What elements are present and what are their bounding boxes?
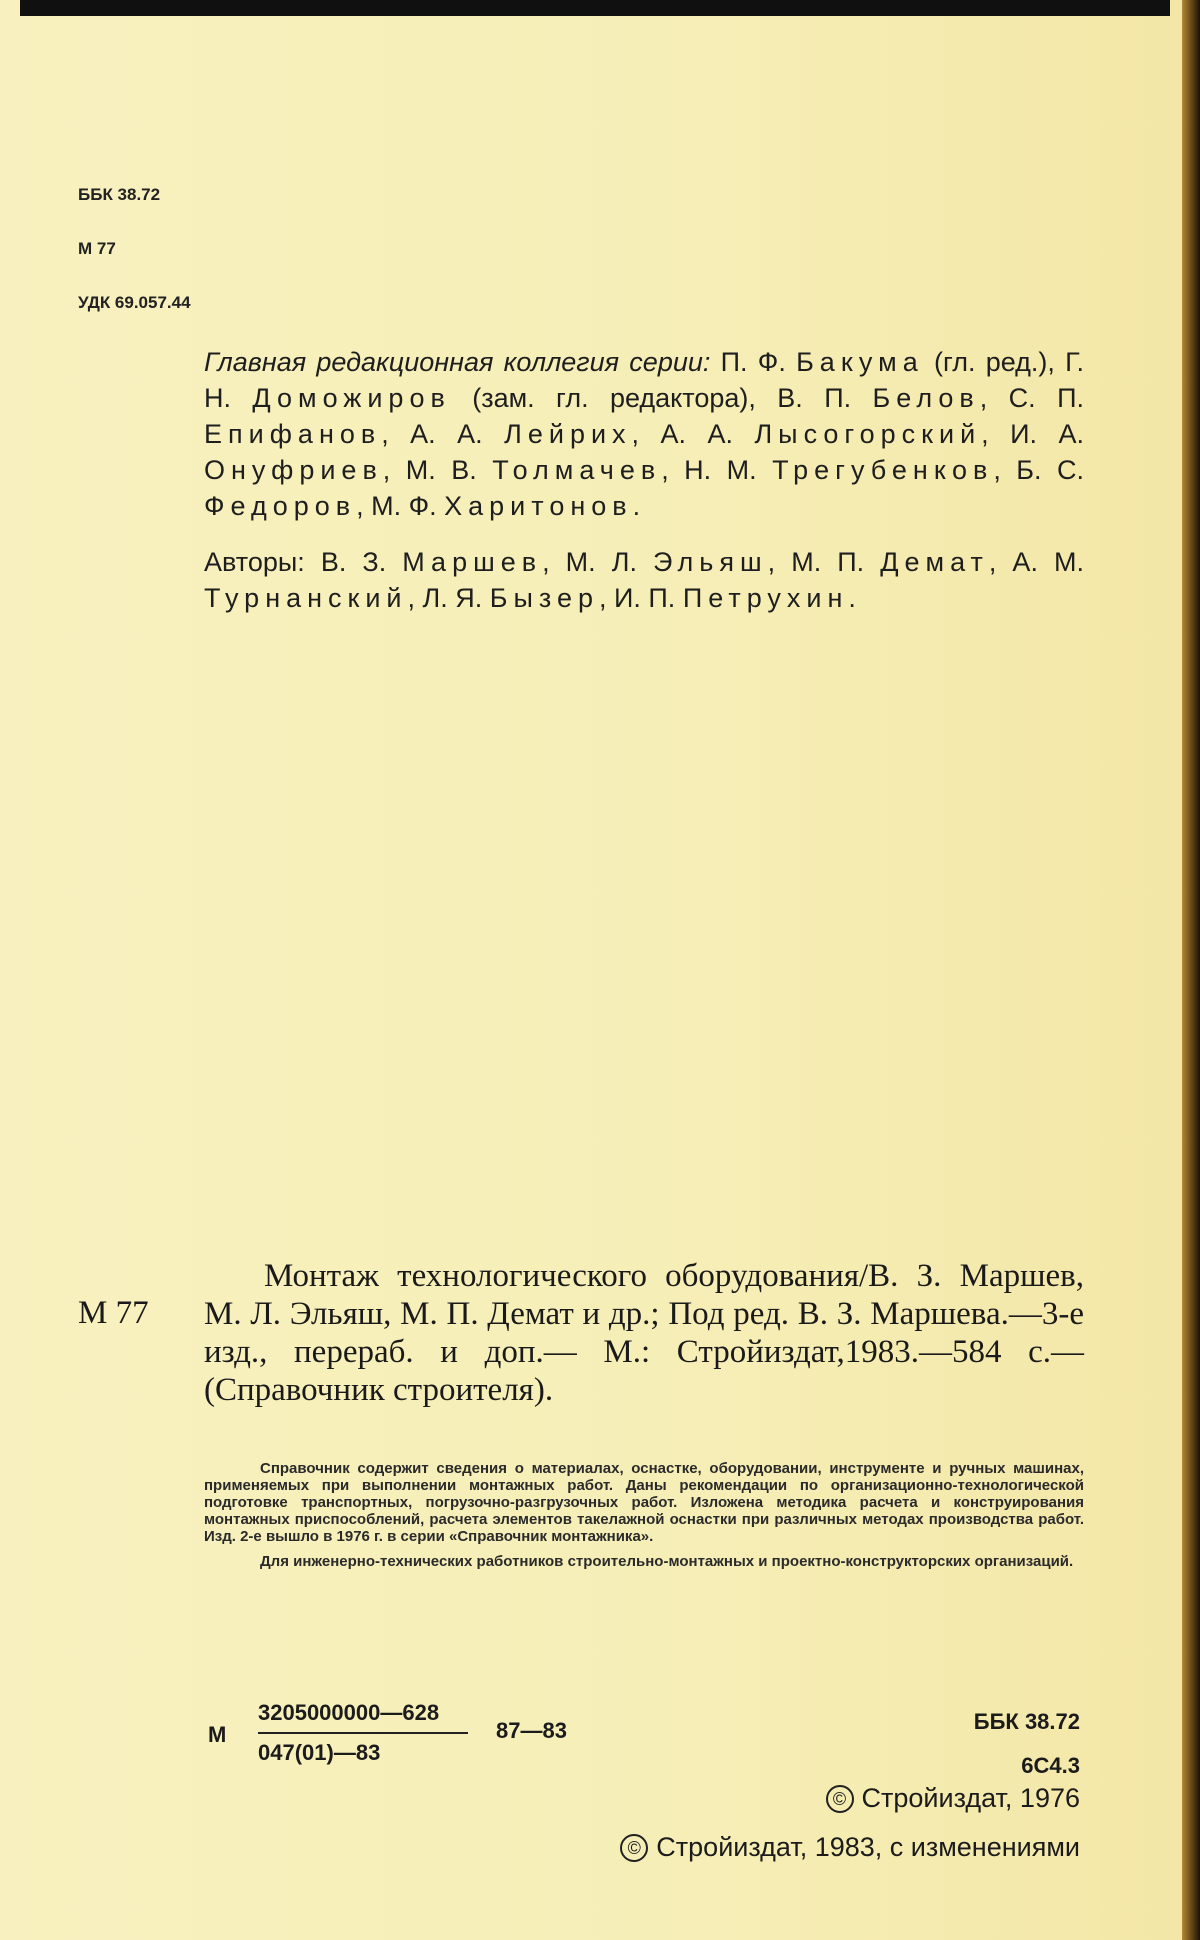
copyright-icon: © bbox=[620, 1834, 648, 1862]
board-text: , Н. М. bbox=[661, 455, 773, 485]
copyright-line-1 bbox=[826, 1783, 1080, 1814]
author-name: Демат bbox=[880, 547, 989, 577]
board-member: Харитонов bbox=[444, 491, 633, 521]
board-text: , И. А. bbox=[981, 419, 1085, 449]
scan-right-edge bbox=[1182, 0, 1200, 1940]
author-mark-code: М 77 bbox=[78, 239, 116, 258]
board-member: Епифанов bbox=[204, 419, 382, 449]
index-numerator: 3205000000—628 bbox=[258, 1700, 440, 1725]
author-name: Петрухин bbox=[682, 583, 849, 613]
author-name: Эльяш bbox=[653, 547, 768, 577]
board-member: Бакума bbox=[796, 347, 924, 377]
bibliographic-description: Монтаж технологического оборудования/В. З. Маршев, М. Л. Эльяш, М. П. Демат и др.; Под ред. В. З. Маршева.—3-е изд., перераб. и доп.— М.: Стройиздат,1983.—584 с.—(Справочник строителя). bbox=[204, 1258, 1084, 1408]
annotation bbox=[204, 1460, 1084, 1570]
board-member: Белов bbox=[872, 383, 980, 413]
index-fraction bbox=[258, 1700, 478, 1770]
board-text: , А. А. bbox=[631, 419, 755, 449]
index-denominator: 047(01)—83 bbox=[258, 1740, 381, 1765]
fraction-line bbox=[258, 1732, 468, 1734]
board-text: , М. В. bbox=[382, 455, 493, 485]
board-member: Лейрих bbox=[504, 419, 632, 449]
author-initials: , М. Л. bbox=[542, 547, 654, 577]
board-text: (гл. ред.), Г. Н. bbox=[204, 347, 1084, 413]
author-initials: , Л. Я. bbox=[407, 583, 490, 613]
author-name: Турнанский bbox=[204, 583, 408, 613]
author-initials: , М. П. bbox=[767, 547, 881, 577]
scan-top-border bbox=[20, 0, 1170, 16]
bbk-subcode: 6С4.3 bbox=[1021, 1753, 1080, 1778]
catalog-mark: М 77 bbox=[78, 1295, 149, 1331]
udk-code: УДК 69.057.44 bbox=[78, 293, 191, 312]
board-text: . bbox=[632, 491, 641, 521]
board-text: , Б. С. bbox=[993, 455, 1084, 485]
board-text: (зам. гл. редактора), В. П. bbox=[450, 383, 873, 413]
copyright-line-2 bbox=[620, 1832, 1080, 1863]
board-heading: Главная редакционная коллегия серии: bbox=[204, 347, 711, 377]
annotation-paragraph: Справочник содержит сведения о материалах, оснастке, оборудовании, инструменте и ручных машинах, применяемых при выполнении монтажных работ. Даны рекомендации по организационно-технологической подготовке транспортных, погрузочно-разгрузочных работ. Изложена методика расчета и конструирования монтажных приспособлений, расчета элементов такелажной оснастки при различных методах производства работ. Изд. 2-е вышло в 1976 г. в серии «Справочник монтажника». bbox=[204, 1460, 1084, 1545]
board-text: , М. Ф. bbox=[356, 491, 445, 521]
annotation-paragraph: Для инженерно-технических работников строительно-монтажных и проектно-конструкторских организаций. bbox=[260, 1553, 1074, 1570]
board-member: Онуфриев bbox=[204, 455, 383, 485]
index-letter: М bbox=[208, 1722, 227, 1747]
board-member: Доможиров bbox=[252, 383, 451, 413]
bbk-code: ББК 38.72 bbox=[78, 185, 161, 204]
author-name: Бызер bbox=[489, 583, 599, 613]
authors-list bbox=[204, 544, 1084, 616]
board-member: Трегубенков bbox=[772, 455, 994, 485]
index-suffix: 87—83 bbox=[496, 1718, 567, 1743]
bbk-code-bottom: ББК 38.72 bbox=[973, 1709, 1080, 1734]
authors-label: Авторы: bbox=[204, 547, 305, 577]
board-member: Федоров bbox=[204, 491, 357, 521]
editorial-board bbox=[204, 344, 1084, 524]
board-member: Толмачев bbox=[492, 455, 662, 485]
board-text: , С. П. bbox=[979, 383, 1084, 413]
author-initials: В. З. bbox=[304, 547, 403, 577]
author-initials: , А. М. bbox=[988, 547, 1084, 577]
author-name: Маршев bbox=[402, 547, 543, 577]
board-text: , А. А. bbox=[381, 419, 505, 449]
authors-end: . bbox=[848, 583, 856, 613]
board-text: П. Ф. bbox=[720, 347, 797, 377]
copyright-icon: © bbox=[826, 1785, 854, 1813]
board-member: Лысогорский bbox=[754, 419, 982, 449]
classification-codes bbox=[78, 168, 191, 330]
copyright-text: Стройиздат, 1983, с изменениями bbox=[656, 1832, 1080, 1862]
author-initials: , И. П. bbox=[598, 583, 683, 613]
bbk-block bbox=[974, 1700, 1080, 1788]
copyright-text: Стройиздат, 1976 bbox=[861, 1783, 1080, 1813]
